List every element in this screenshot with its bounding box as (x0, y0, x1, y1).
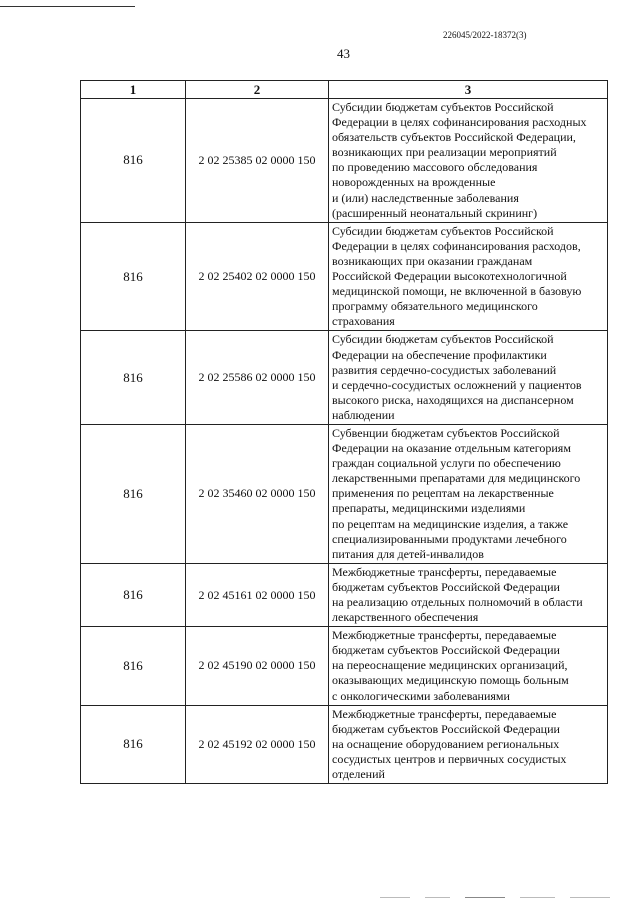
description-line: Федерации в целях софинансирования расходных (332, 115, 587, 130)
description-cell (329, 331, 608, 425)
column-header-3: 3 (329, 81, 608, 99)
column-header-1: 1 (81, 81, 186, 99)
page-number: 43 (337, 46, 350, 61)
description-line: развития сердечно-сосудистых заболеваний (332, 362, 557, 377)
description-line: Федерации в целях софинансирования расходов, (332, 238, 581, 253)
description-line: препараты, медицинскими изделиями (332, 501, 526, 516)
description-line: (расширенный неонатальный скрининг) (332, 205, 538, 220)
column-header-2: 2 (186, 81, 329, 99)
description-line: на переоснащение медицинских организаций, (332, 658, 568, 673)
description-line: по рецептам на медицинские изделия, а также (332, 516, 569, 531)
table-row (81, 331, 608, 425)
table-header-row (81, 81, 608, 99)
budget-code-cell: 2 02 25586 02 0000 150 (186, 331, 329, 425)
description-line: отделений (332, 767, 385, 782)
document-code: 226045/2022-18372(3) (443, 30, 527, 40)
admin-code-cell: 816 (81, 331, 186, 425)
description-line: с онкологическими заболеваниями (332, 688, 510, 703)
description-line: оказывающих медицинскую помощь больным (332, 673, 569, 688)
description-line: применения по рецептам на лекарственные (332, 486, 554, 501)
description-line: и сердечно-сосудистых осложнений у пациентов (332, 377, 582, 392)
description-line: Субвенции бюджетам субъектов Российской (332, 425, 560, 440)
description-line: Субсидии бюджетам субъектов Российской (332, 100, 554, 114)
description-line: специализированными продуктами лечебного (332, 531, 567, 546)
description-line: Субсидии бюджетам субъектов Российской (332, 223, 554, 238)
description-line: Федерации на обеспечение профилактики (332, 347, 547, 362)
description-cell (329, 705, 608, 783)
description-line: на оснащение оборудованием региональных (332, 736, 560, 751)
description-line: граждан социальной услуги по обеспечению (332, 456, 561, 471)
budget-code-cell: 2 02 45190 02 0000 150 (186, 627, 329, 705)
admin-code-cell: 816 (81, 424, 186, 563)
budget-code-cell: 2 02 45192 02 0000 150 (186, 705, 329, 783)
description-line: возникающих при реализации мероприятий (332, 145, 557, 160)
table-row (81, 705, 608, 783)
description-cell (329, 99, 608, 223)
description-line: обязательств субъектов Российской Федерации, (332, 130, 576, 145)
description-line: Субсидии бюджетам субъектов Российской (332, 332, 554, 347)
table-row (81, 563, 608, 626)
description-line: бюджетам субъектов Российской Федерации (332, 643, 560, 658)
description-line: питания для детей-инвалидов (332, 546, 484, 561)
budget-code-cell: 2 02 45161 02 0000 150 (186, 563, 329, 626)
description-line: Межбюджетные трансферты, передаваемые (332, 564, 557, 579)
admin-code-cell: 816 (81, 627, 186, 705)
table-row (81, 424, 608, 563)
description-line: по проведению массового обследования (332, 160, 538, 175)
description-cell (329, 222, 608, 331)
admin-code-cell: 816 (81, 705, 186, 783)
description-line: новорожденных на врожденные (332, 175, 496, 190)
description-line: Межбюджетные трансферты, передаваемые (332, 706, 557, 721)
description-line: страхования (332, 314, 395, 329)
description-line: лекарственными препаратами для медицинского (332, 471, 581, 486)
scan-artifacts (380, 897, 630, 900)
admin-code-cell: 816 (81, 99, 186, 223)
description-cell (329, 424, 608, 563)
top-rule (0, 6, 135, 7)
description-line: бюджетам субъектов Российской Федерации (332, 579, 560, 594)
budget-codes-table (80, 80, 608, 784)
description-line: на реализацию отдельных полномочий в области (332, 595, 583, 609)
table-body (81, 99, 608, 784)
description-line: наблюдении (332, 407, 395, 422)
description-line: сосудистых центров и первичных сосудистых (332, 751, 567, 766)
description-line: возникающих при оказании гражданам (332, 253, 533, 268)
description-line: программу обязательного медицинского (332, 299, 538, 314)
description-cell (329, 563, 608, 626)
description-line: и (или) наследственные заболевания (332, 190, 519, 205)
description-line: медицинской помощи, не включенной в базовую (332, 284, 582, 299)
admin-code-cell: 816 (81, 563, 186, 626)
description-line: Российской Федерации высокотехнологичной (332, 269, 567, 284)
description-line: высокого риска, находящихся на диспансерном (332, 392, 574, 407)
table-row (81, 627, 608, 705)
description-line: лекарственного обеспечения (332, 610, 479, 625)
table-row (81, 99, 608, 223)
budget-code-cell: 2 02 25402 02 0000 150 (186, 222, 329, 331)
description-cell (329, 627, 608, 705)
description-line: Межбюджетные трансферты, передаваемые (332, 628, 557, 643)
budget-code-cell: 2 02 35460 02 0000 150 (186, 424, 329, 563)
description-line: Федерации на оказание отдельным категориям (332, 441, 571, 456)
budget-code-cell: 2 02 25385 02 0000 150 (186, 99, 329, 223)
table-row (81, 222, 608, 331)
description-line: бюджетам субъектов Российской Федерации (332, 721, 560, 736)
admin-code-cell: 816 (81, 222, 186, 331)
